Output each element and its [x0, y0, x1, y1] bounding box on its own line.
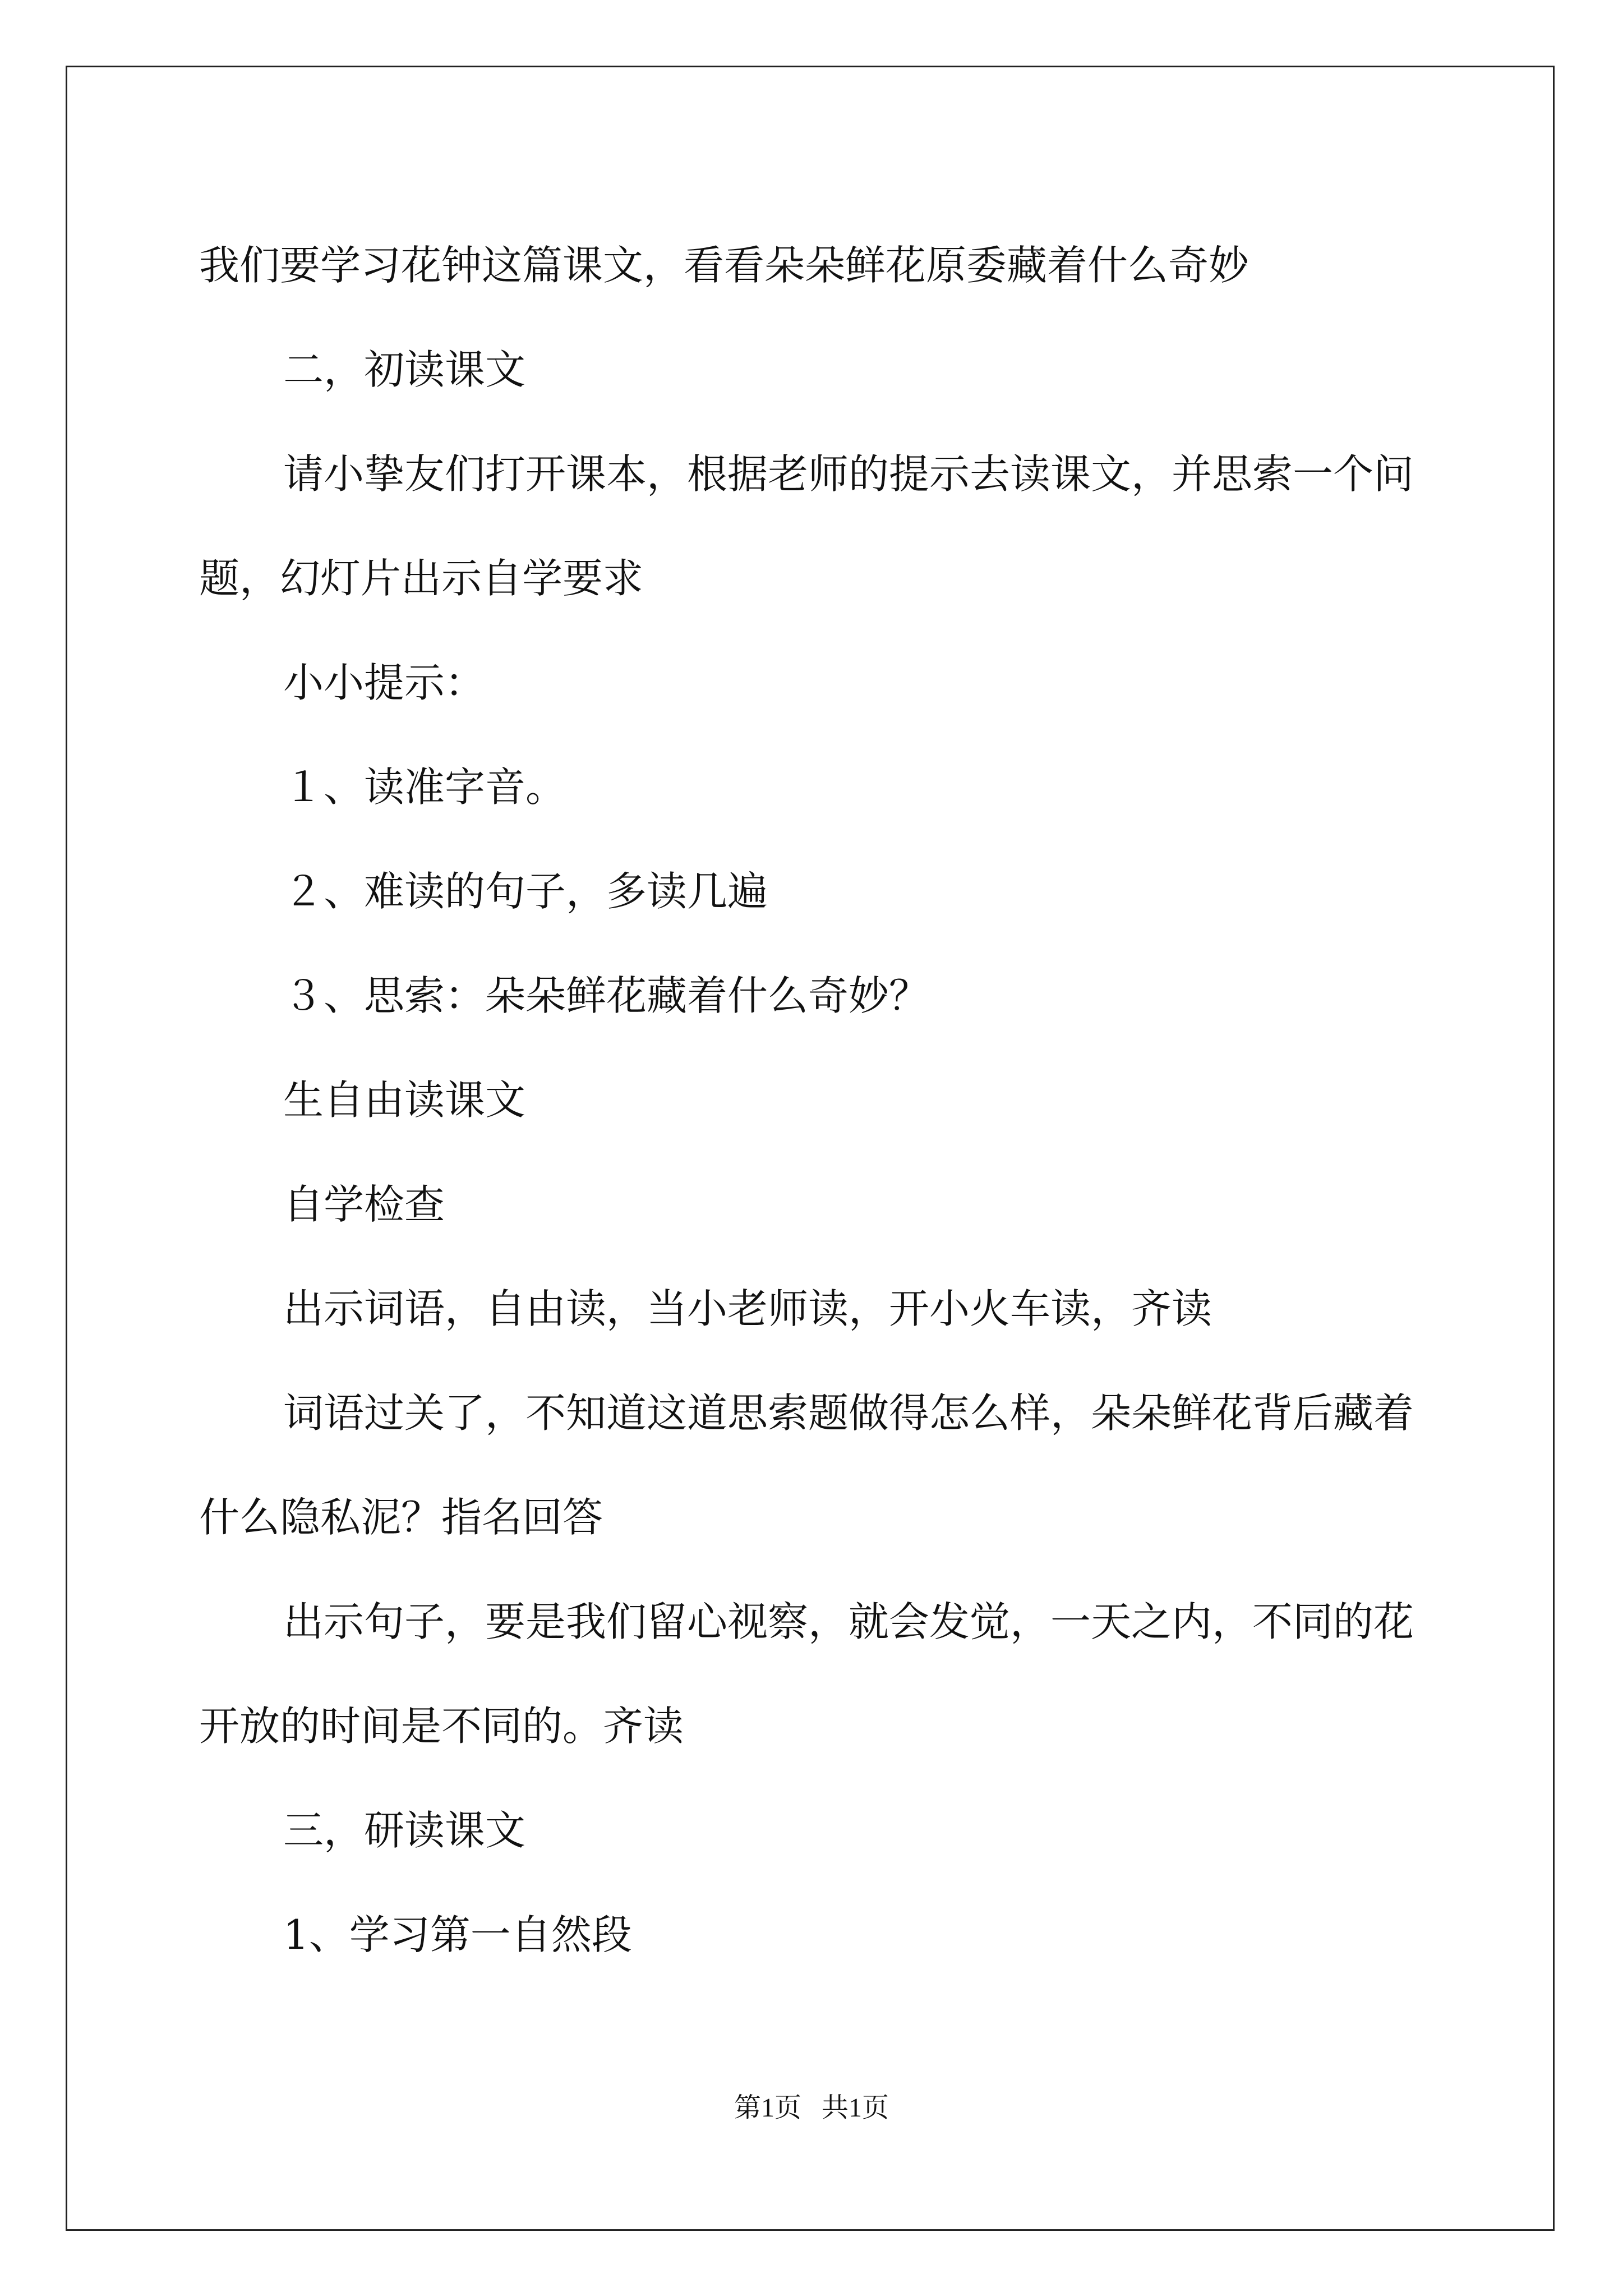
paragraph: 词语过关了，不知道这道思索题做得怎么样，朵朵鲜花背后藏着什么隐私泥？指名回答	[199, 1389, 1414, 1541]
paragraph: 请小挚友们打开课本，根据老师的提示去读课文，并思索一个问题，幻灯片出示自学要求	[199, 450, 1414, 602]
page-number: 第1页	[734, 2093, 801, 2123]
section-heading: 二，初读课文	[283, 346, 526, 393]
page-footer	[0, 2091, 1623, 2125]
paragraph: 小小提示：	[283, 659, 486, 706]
section-heading: 三，研读课文	[283, 1807, 526, 1854]
paragraph: 出示句子，要是我们留心视察，就会发觉，一天之内，不同的花开放的时间是不同的。齐读	[199, 1598, 1414, 1750]
page-total: 共1页	[822, 2093, 889, 2123]
list-item: ２、难读的句子，多读几遍	[283, 868, 768, 915]
list-item: ３、思索：朵朵鲜花藏着什么奇妙？	[283, 972, 930, 1019]
paragraph: 生自由读课文	[283, 1076, 526, 1124]
list-item: 1、学习第一自然段	[283, 1911, 632, 1958]
list-item: １、读准字音。	[283, 763, 566, 811]
paragraph: 自学检查	[283, 1181, 445, 1228]
document-body	[199, 213, 1433, 1987]
paragraph: 我们要学习花钟这篇课文，看看朵朵鲜花原委藏着什么奇妙	[199, 242, 1249, 289]
paragraph: 出示词语，自由读，当小老师读，开小火车读，齐读	[283, 1285, 1212, 1332]
